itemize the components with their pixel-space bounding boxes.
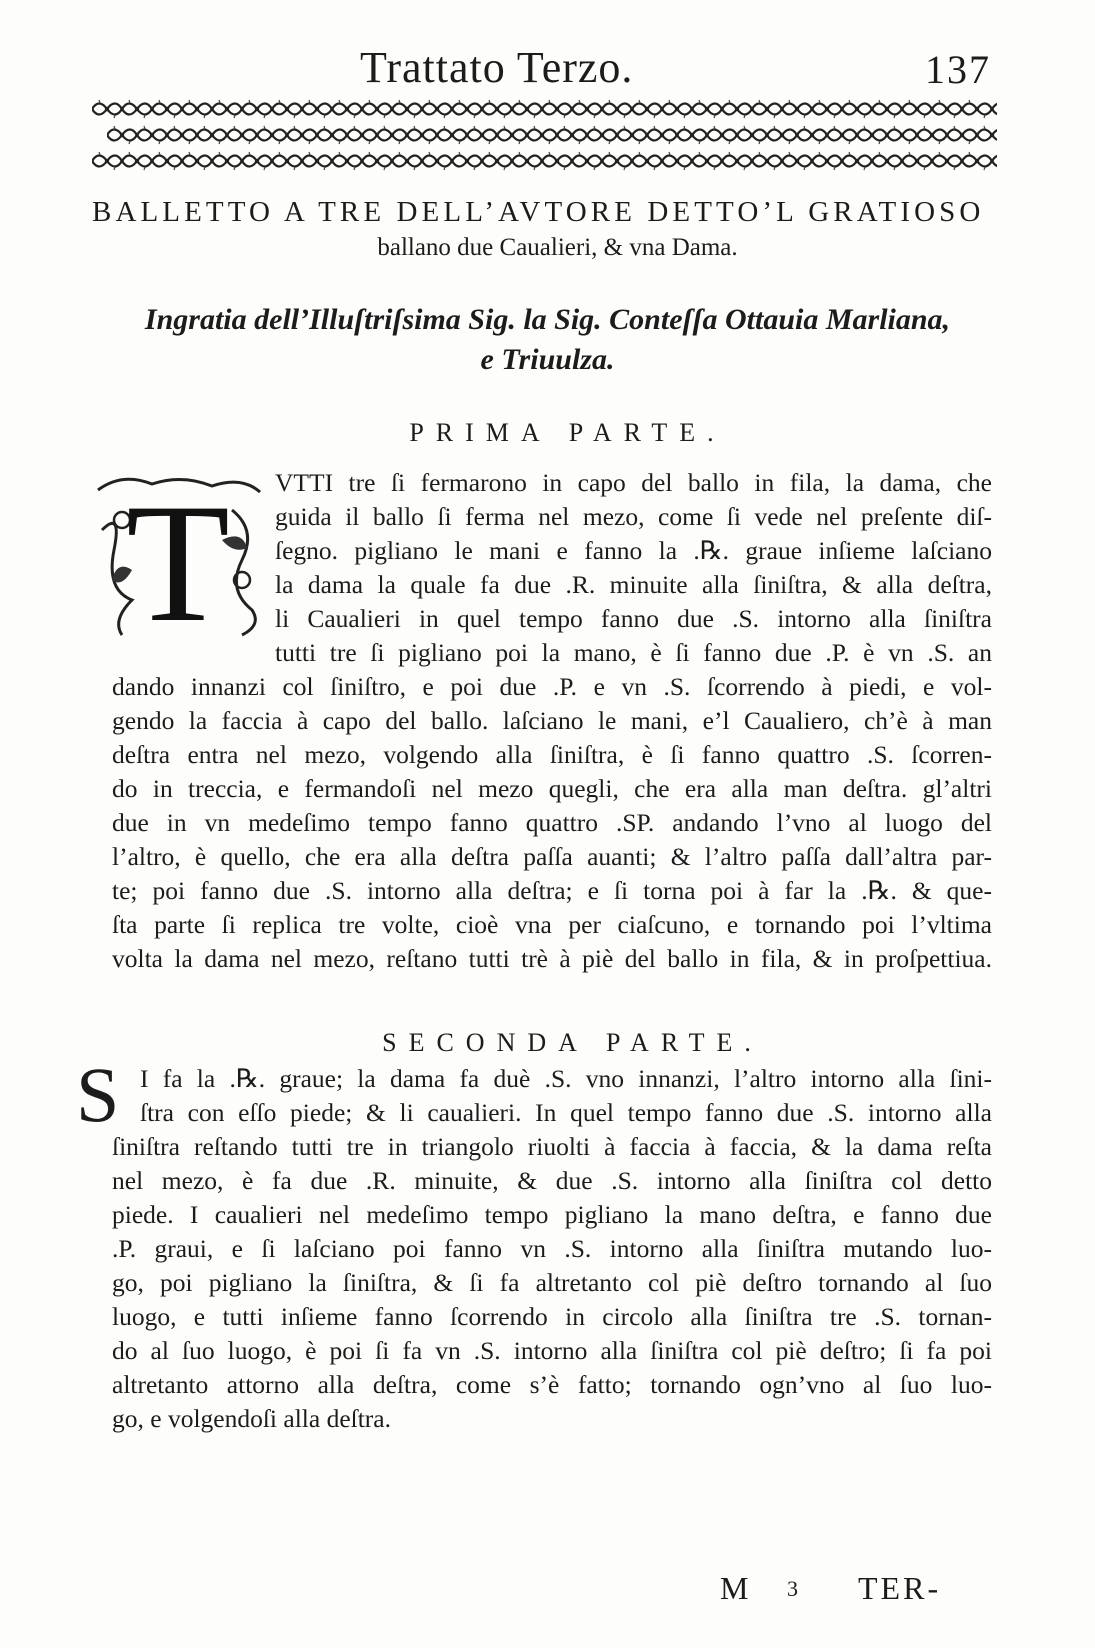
page-number: 137: [925, 47, 991, 92]
text-line: dando innanzi col ſiniſtro, e poi due .P. e vn .S. ſcorrendo à piedi, e vol-: [112, 672, 992, 701]
text-line: volta la dama nel mezo, reſtano tutti trè à piè del ballo in fila, & in proſpettiua.: [112, 944, 992, 973]
ballet-title: BALLETTO A TRE DELL’AVTORE DETTO’L GRATIOSO: [92, 196, 985, 228]
text-line: deſtra entra nel mezo, volgendo alla ſiniſtra, è ſi fanno quattro .S. ſcorren-: [112, 740, 992, 769]
text-line: VTTI tre ſi fermarono in capo del ballo in fila, la dama, che: [275, 468, 992, 497]
dedication: [0, 300, 1095, 380]
text-line: la dama la quale fa due .R. minuite alla ſiniſtra, & alla deſtra,: [275, 570, 992, 599]
text-line: te; poi fanno due .S. intorno alla deſtra; e ſi torna poi à far la .℞. & que-: [112, 876, 992, 905]
text-line: gendo la faccia à capo del ballo. laſciano le mani, e’l Caualiero, ch’è à man: [112, 706, 992, 735]
section-title-prima-parte: PRIMA PARTE.: [409, 418, 726, 447]
text-line: go, e volgendoſi alla deſtra.: [112, 1404, 391, 1433]
running-head: [0, 40, 1095, 100]
text-line: altretanto attorno alla deſtra, come s’è fatto; tornando ogn’vno al ſuo luo-: [112, 1370, 992, 1399]
text-line: piede. I caualieri nel medeſimo tempo pigliano la mano deſtra, e fanno due: [112, 1200, 992, 1229]
running-title: Trattato Terzo.: [360, 43, 634, 92]
decorated-initial-graphic: [92, 470, 264, 640]
ornament-band: [92, 96, 997, 174]
text-line: do in treccia, e fermandoſi nel mezo quegli, che era alla man deſtra. gl’altri: [112, 774, 992, 803]
initial-s: S: [76, 1051, 120, 1138]
section-title-seconda-parte: SECONDA PARTE.: [382, 1028, 763, 1057]
text-line: do al ſuo luogo, è poi ſi fa vn .S. intorno alla ſiniſtra col piè deſtro; ſi fa poi: [112, 1336, 992, 1365]
text-line: ſtra con eſſo piede; & li caualieri. In quel tempo fanno due .S. intorno alla: [140, 1098, 992, 1127]
ballet-subtitle: ballano due Caualieri, & vna Dama.: [377, 234, 738, 261]
text-line: ſiniſtra reſtando tutti tre in triangolo riuolti à faccia à faccia, & la dama reſta: [112, 1132, 992, 1161]
text-line: luogo, e tutti inſieme fanno ſcorrendo in circolo alla ſiniſtra tre .S. tornan-: [112, 1302, 992, 1331]
signature-mark: M: [720, 1570, 752, 1606]
decorated-initial-t: [92, 470, 264, 640]
text-line: l’altro, è quello, che era alla deſtra paſſa auanti; & l’altro paſſa dall’altra par-: [112, 842, 992, 871]
catchword: TER-: [858, 1570, 942, 1606]
text-line: li Caualieri in quel tempo fanno due .S. intorno alla ſiniſtra: [275, 604, 992, 633]
text-line: I fa la .℞. graue; la dama fa duè .S. vno innanzi, l’altro intorno alla ſini-: [140, 1064, 992, 1093]
dedication-line: Ingratia dell’Illuſtriſsima Sig. la Sig. Conteſſa Ottauia Marliana,: [144, 303, 951, 336]
drop-cap-letter: T: [126, 470, 230, 640]
text-line: due in vn medeſimo tempo fanno quattro .SP. andando l’vno al luogo del: [112, 808, 992, 837]
text-line: guida il ballo ſi ferma nel mezo, come ſi vede nel preſente diſ-: [275, 502, 992, 531]
text-line: ſegno. pigliano le mani e fanno la .℞. graue inſieme laſciano: [275, 536, 992, 565]
signature-number: 3: [787, 1576, 801, 1601]
ornament-band-graphic: [92, 96, 997, 174]
text-line: tutti tre ſi pigliano poi la mano, è ſi fanno due .P. è vn .S. an: [275, 638, 992, 667]
text-line: nel mezo, è fa due .R. minuite, & due .S. intorno alla ſiniſtra col detto: [112, 1166, 992, 1195]
dedication-line: e Triuulza.: [480, 343, 615, 376]
text-line: ſta parte ſi replica tre volte, cioè vna per ciaſcuno, e tornando poi l’vltima: [112, 910, 992, 939]
text-line: go, poi pigliano la ſiniſtra, & ſi fa altretanto col piè deſtro tornando al ſuo: [112, 1268, 992, 1297]
text-line: .P. graui, e ſi laſciano poi fanno vn .S. intorno alla ſiniſtra mutando luo-: [112, 1234, 992, 1263]
